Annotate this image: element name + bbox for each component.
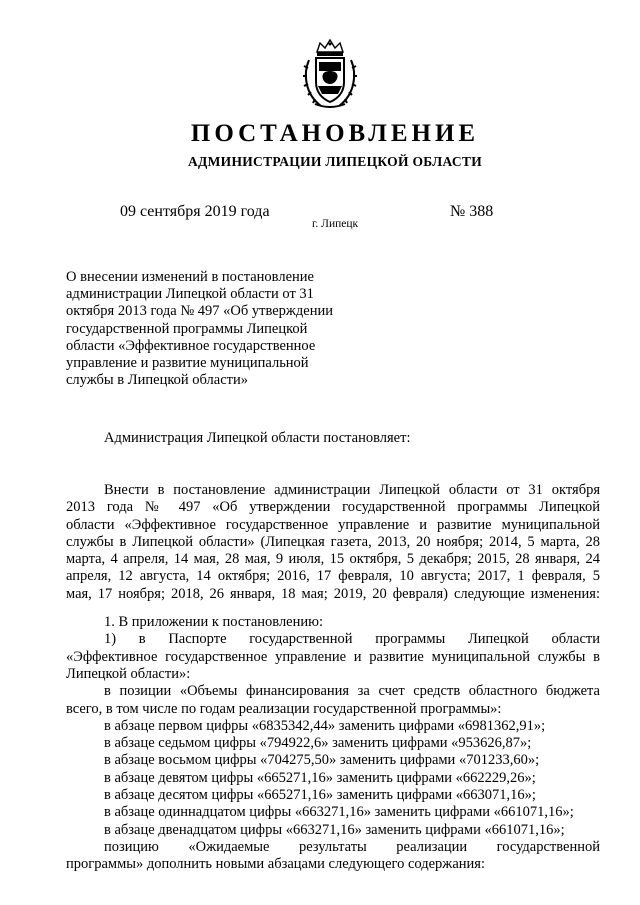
subject-line: О внесении изменений в постановление: [66, 269, 314, 285]
body-line: марта, 4 апреля, 14 мая, 28 мая, 9 июля, 15 октября, 5 декабря; 2015, 28 января, 24: [66, 551, 600, 568]
paragraph-amend: [66, 482, 600, 603]
body-line: Внести в постановление администрации Липецкой области от 31 октября: [104, 482, 600, 498]
document-title: ПОСТАНОВЛЕНИЕ: [190, 120, 480, 147]
replacement-line: в абзаце седьмом цифры «794922,6» заменить цифрами «953626,87»;: [104, 735, 532, 752]
replacement-line: в абзаце первом цифры «6835342,44» заменить цифрами «6981362,91»;: [104, 717, 546, 734]
document-subject: [66, 269, 356, 389]
subject-line: службы в Липецкой области»: [66, 372, 248, 389]
replacement-line: в абзаце восьмом цифры «704275,50» заменить цифрами «701233,60»;: [104, 752, 540, 769]
body-line: «Эффективное государственное управление и развитие муниципальной службы в: [66, 648, 600, 665]
body-line: области «Эффективное государственное управление и развитие муниципальной: [66, 516, 600, 533]
body-line: программы» дополнить новыми абзацами следующего содержания:: [66, 856, 485, 873]
position-financing: [66, 683, 600, 718]
document-issuer: АДМИНИСТРАЦИИ ЛИПЕЦКОЙ ОБЛАСТИ: [187, 154, 483, 169]
body-line: службы в Липецкой области» (Липецкая газета, 2013, 20 ноября; 2014, 5 марта, 28: [66, 533, 600, 550]
replacement-line: в абзаце девятом цифры «665271,16» заменить цифрами «662229,26»;: [104, 769, 536, 786]
subject-line: администрации Липецкой области от 31: [66, 286, 314, 303]
body-line: в позиции «Объемы финансирования за счет средств областного бюджета: [104, 683, 600, 700]
replacement-line: в абзаце двенадцатом цифры «663271,16» заменить цифрами «661071,16»;: [104, 821, 565, 838]
replacements-list: [66, 718, 600, 839]
document-city: г. Липецк: [312, 218, 359, 230]
body-line: 1. В приложении к постановлению:: [104, 614, 324, 631]
subject-line: управление и развитие муниципальной: [66, 355, 309, 372]
subject-line: области «Эффективное государственное: [66, 337, 316, 354]
replacement-line: в абзаце одиннадцатом цифры «663271,16» заменить цифрами «661071,16»;: [104, 804, 574, 821]
body-line: позицию «Ожидаемые результаты реализации государственной: [104, 838, 600, 855]
body-line: 1) в Паспорте государственной программы Липецкой области: [104, 631, 600, 648]
body-line: 2013 года № 497 «Об утверждении государственной программы Липецкой: [66, 499, 600, 516]
replacement-line: в абзаце десятом цифры «665271,16» заменить цифрами «663071,16»;: [104, 787, 536, 804]
decree-intro: Администрация Липецкой области постановляет:: [104, 430, 411, 446]
body-line: Липецкой области»:: [66, 665, 191, 682]
item-1-1: [66, 631, 600, 683]
subject-line: государственной программы Липецкой: [66, 320, 308, 337]
position-expected-results: [66, 839, 600, 874]
document-number: № 388: [450, 203, 494, 220]
coat-of-arms-emblem: [301, 38, 359, 110]
document-body: [66, 482, 600, 874]
item-1: [66, 614, 600, 631]
document-date: 09 сентября 2019 года: [120, 203, 270, 220]
body-line: всего, в том числе по годам реализации государственной программы»:: [66, 700, 502, 717]
body-line: апреля, 12 августа, 14 октября; 2016, 17 февраля, 10 августа; 2017, 1 февраля, 5: [66, 568, 600, 585]
body-line: мая, 17 ноября; 2018, 26 января, 18 мая; 2019, 20 февраля) следующие изменения:: [66, 585, 600, 602]
subject-line: октября 2013 года № 497 «Об утверждении: [66, 303, 334, 320]
